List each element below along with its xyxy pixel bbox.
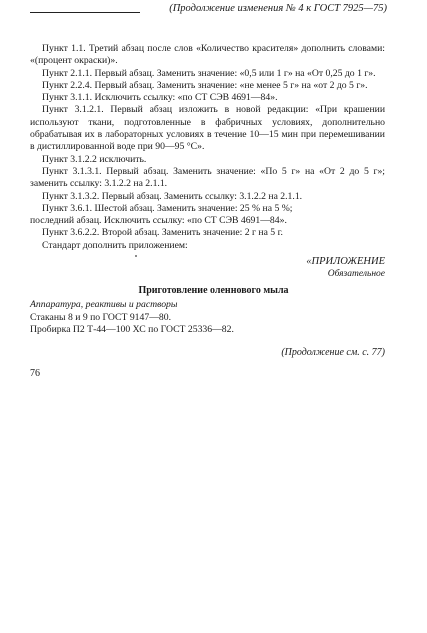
header-rule xyxy=(30,12,140,13)
amendment-paragraph: Пункт 3.1.3.2. Первый абзац. Заменить ссылку: 3.1.2.2 на 2.1.1. xyxy=(42,190,303,202)
appendix-status: Обязательное xyxy=(327,269,385,279)
appendix-title: «ПРИЛОЖЕНИЕ xyxy=(306,256,385,267)
equipment-item: Пробирка П2 Т-44—100 ХС по ГОСТ 25336—82. xyxy=(30,324,234,335)
amendment-paragraph: Пункт 2.1.1. Первый абзац. Заменить значение: «0,5 или 1 г» на «От 0,25 до 1 г». xyxy=(42,67,376,79)
amendment-paragraph: Пункт 2.2.4. Первый абзац. Заменить значение: «не менее 5 г» на «от 2 до 5 г». xyxy=(42,79,368,91)
amendment-paragraph: последний абзац. Исключить ссылку: «по СТ СЭВ 4691—84». xyxy=(30,215,287,227)
amendment-paragraph: Пункт 3.1.3.1. Первый абзац. Заменить значение: «По 5 г» на «От 2 до 5 г»; заменить ссылку: 3.1.2.2 на 2.1.1. xyxy=(30,165,385,190)
amendment-paragraph: Пункт 3.1.2.2 исключить. xyxy=(42,153,147,165)
amendment-paragraph: Пункт 1.1. Третий абзац после слов «Количество красителя» дополнить словами: «(процент окраски)». xyxy=(30,43,385,67)
section-title: Приготовление оленнового мыла xyxy=(138,285,289,296)
equipment-list xyxy=(30,299,234,337)
amendment-paragraph: Стандарт дополнить приложением: xyxy=(42,239,188,251)
continued-note: (Продолжение см. с. 77) xyxy=(281,347,385,358)
amendment-paragraph: Пункт 3.6.1. Шестой абзац. Заменить значение: 25 % на 5 %; xyxy=(42,202,293,214)
amendments-list xyxy=(30,43,385,252)
page-number: 76 xyxy=(30,368,40,379)
amendment-paragraph: Пункт 3.1.2.1. Первый абзац изложить в новой редакции: «При крашении используют ткани, подготовленные в фабричных условиях, дополнительно обрабатывая их в лабораторных условиях в течение 10—15 мин при перемешивании в дистиллированной воде при 90—95 °С». xyxy=(30,104,385,153)
amendment-paragraph: Пункт 3.6.2.2. Второй абзац. Заменить значение: 2 г на 5 г. xyxy=(42,227,283,239)
amendment-paragraph: Пункт 3.1.1. Исключить ссылку: «по СТ СЭВ 4691—84». xyxy=(42,92,278,104)
appendix-heading xyxy=(306,255,385,280)
continuation-header: (Продолжение изменения № 4 к ГОСТ 7925—75) xyxy=(169,3,387,14)
equipment-item: Стаканы 8 и 9 по ГОСТ 9147—80. xyxy=(30,311,171,323)
print-speck xyxy=(135,255,137,257)
equipment-subtitle: Аппаратура, реактивы и растворы xyxy=(30,299,178,310)
